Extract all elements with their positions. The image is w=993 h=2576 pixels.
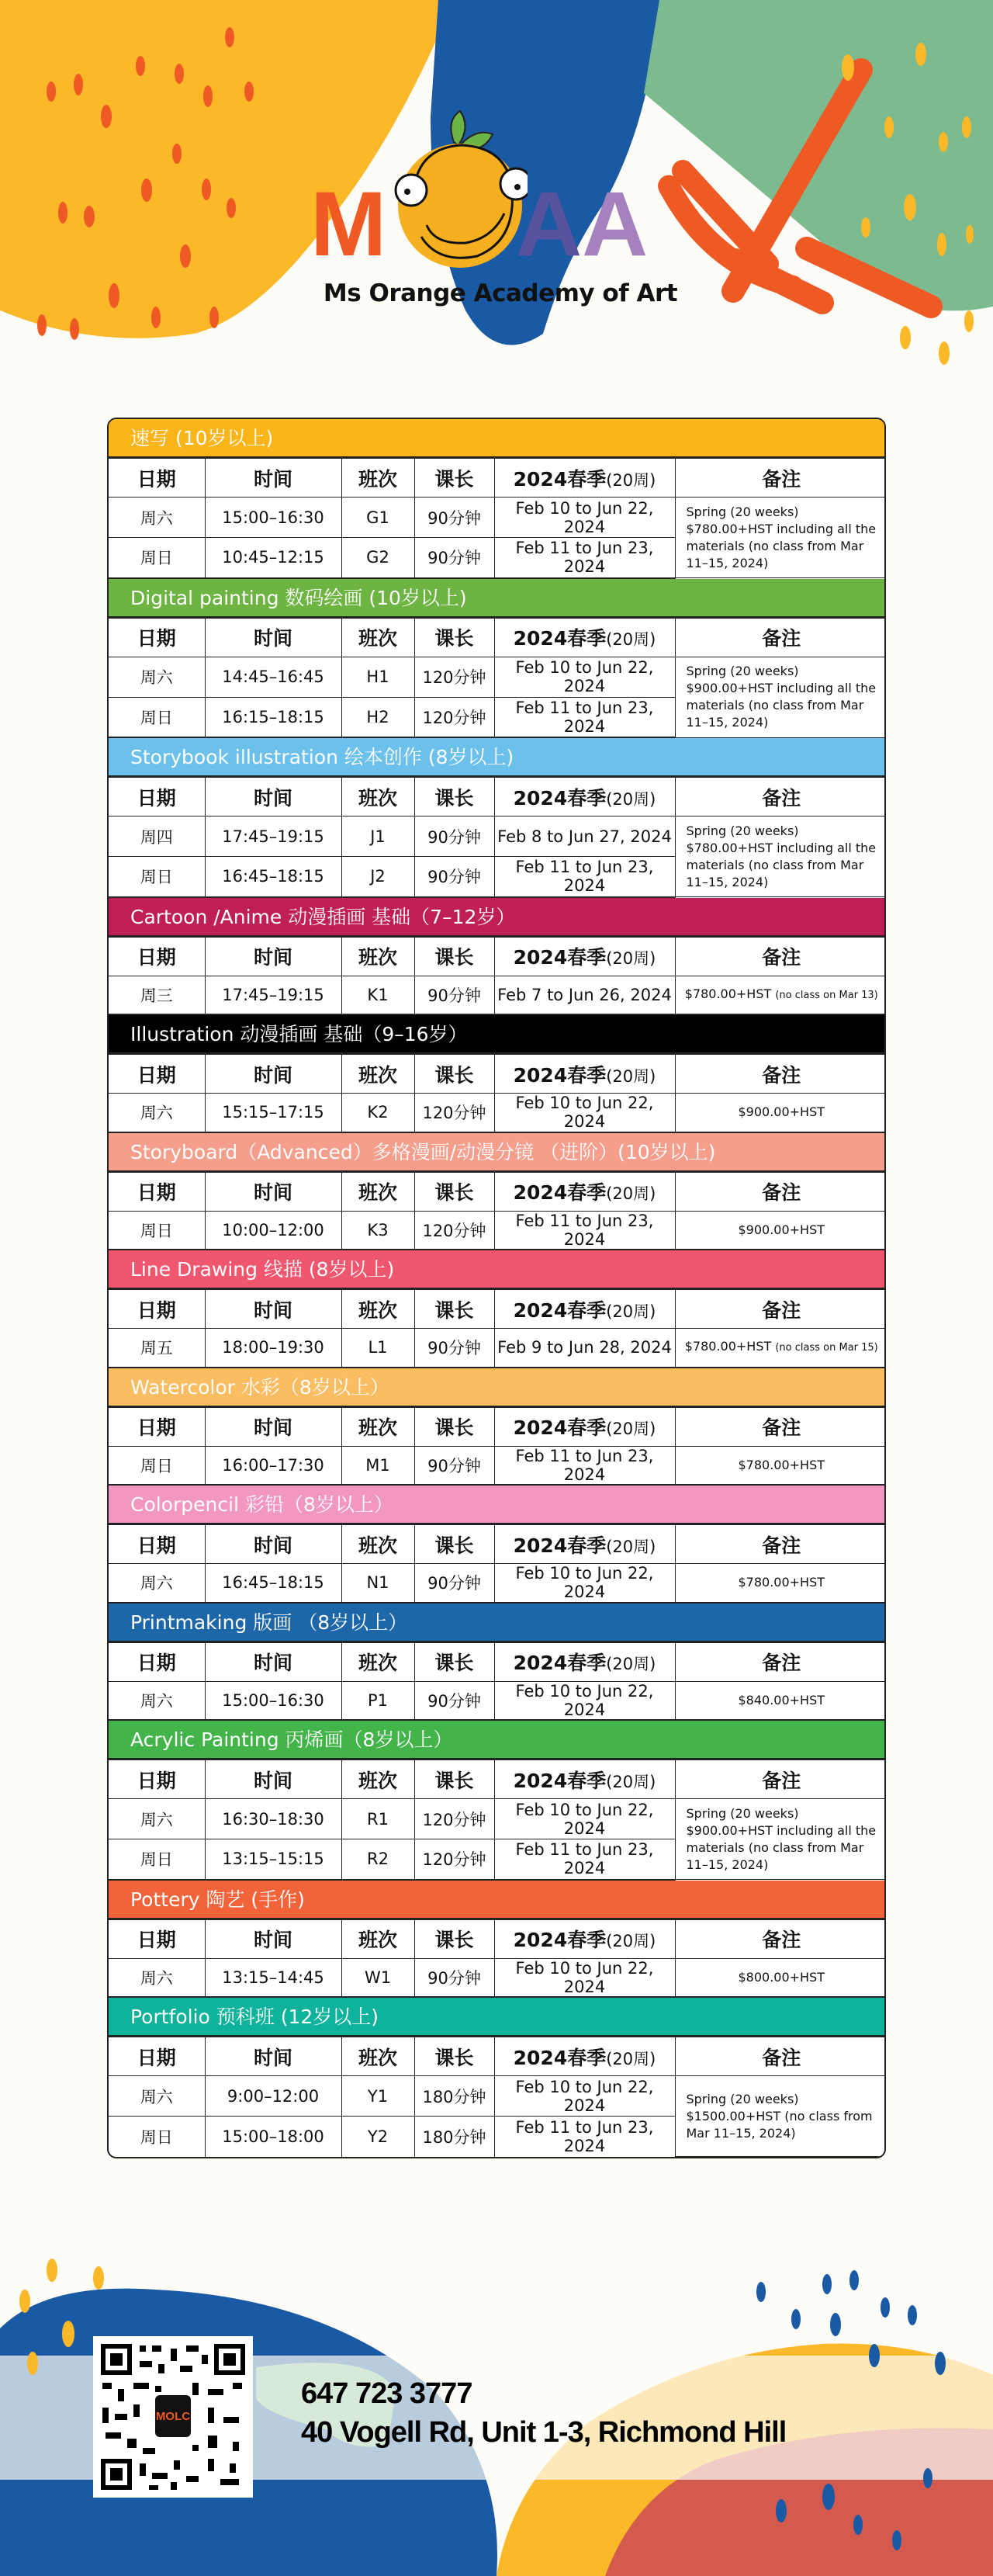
col-time-header: 时间 xyxy=(205,2037,341,2076)
col-notes-header: 备注 xyxy=(675,2037,886,2076)
header-row xyxy=(109,778,886,816)
season-label: 2024春季 xyxy=(513,946,607,969)
cell-notes xyxy=(675,1681,886,1720)
cell-dates: Feb 8 to Jun 27, 2024 xyxy=(494,816,675,857)
cell-dates: Feb 11 to Jun 23, 2024 xyxy=(494,1446,675,1485)
course-section xyxy=(109,1368,884,1486)
col-notes-header: 备注 xyxy=(675,1525,886,1564)
table-row xyxy=(109,816,886,857)
notes-text: Spring (20 weeks) $1500.00+HST (no class from Mar 11–15, 2024) xyxy=(686,2091,873,2141)
cell-time: 13:15–15:15 xyxy=(205,1839,341,1880)
course-title: Portfolio 预科班 (12岁以上) xyxy=(109,1998,884,2037)
course-section xyxy=(109,579,884,739)
cell-time: 16:30–18:30 xyxy=(205,1799,341,1839)
notes-text: Spring (20 weeks) $900.00+HST including all the materials (no class from Mar 11–15, 2024) xyxy=(686,664,877,730)
col-class-header: 班次 xyxy=(341,1290,414,1329)
season-weeks: (20周) xyxy=(606,630,656,649)
header-row xyxy=(109,1760,886,1799)
wechat-qr-code xyxy=(93,2336,253,2498)
cell-duration: 120分钟 xyxy=(414,657,494,697)
table-row xyxy=(109,1799,886,1839)
cell-day: 周六 xyxy=(109,657,205,697)
notes-text: Spring (20 weeks) $780.00+HST including all the materials (no class from Mar 11–15, 2024) xyxy=(686,823,877,889)
col-season-header xyxy=(494,1055,675,1094)
col-day-header: 日期 xyxy=(109,1525,205,1564)
col-season-header xyxy=(494,2037,675,2076)
orange-mascot-icon xyxy=(392,105,528,276)
cell-time: 18:00–19:30 xyxy=(205,1329,341,1368)
cell-time: 15:00–16:30 xyxy=(205,498,341,538)
cell-notes xyxy=(675,1564,886,1603)
notes-text: $780.00+HST xyxy=(738,1575,825,1590)
season-label: 2024春季 xyxy=(513,1298,607,1322)
cell-time: 14:45–16:45 xyxy=(205,657,341,697)
cell-time: 13:15–14:45 xyxy=(205,1958,341,1997)
col-duration-header: 课长 xyxy=(414,1290,494,1329)
course-title: Storyboard（Advanced）多格漫画/动漫分镜 （进阶）(10岁以上) xyxy=(109,1133,884,1172)
cell-time: 9:00–12:00 xyxy=(205,2076,341,2117)
col-duration-header: 课长 xyxy=(414,1919,494,1958)
col-season-header xyxy=(494,1919,675,1958)
cell-class: J2 xyxy=(341,857,414,897)
cell-dates: Feb 7 to Jun 26, 2024 xyxy=(494,976,675,1014)
col-class-header: 班次 xyxy=(341,937,414,976)
course-section xyxy=(109,1015,884,1133)
col-time-header: 时间 xyxy=(205,778,341,816)
season-label: 2024春季 xyxy=(513,1652,607,1674)
cell-notes xyxy=(675,498,886,578)
col-time-header: 时间 xyxy=(205,459,341,498)
cell-dates: Feb 10 to Jun 22, 2024 xyxy=(494,2076,675,2117)
cell-class: Y2 xyxy=(341,2117,414,2157)
cell-notes xyxy=(675,1329,886,1368)
col-season-header xyxy=(494,1172,675,1211)
cell-class: Y1 xyxy=(341,2076,414,2117)
header-row xyxy=(109,1525,886,1564)
course-title: Watercolor 水彩（8岁以上） xyxy=(109,1368,884,1407)
cell-day: 周三 xyxy=(109,976,205,1014)
season-label: 2024春季 xyxy=(513,786,607,810)
col-day-header: 日期 xyxy=(109,1172,205,1211)
cell-dates: Feb 11 to Jun 23, 2024 xyxy=(494,697,675,737)
cell-notes xyxy=(675,816,886,897)
course-section xyxy=(109,898,884,1016)
col-duration-header: 课长 xyxy=(414,2037,494,2076)
season-label: 2024春季 xyxy=(513,1769,607,1792)
header-row xyxy=(109,1055,886,1094)
cell-notes xyxy=(675,1446,886,1485)
course-section xyxy=(109,419,884,579)
cell-day: 周日 xyxy=(109,857,205,897)
notes-text: Spring (20 weeks) $900.00+HST including all the materials (no class from Mar 11–15, 2024) xyxy=(686,1805,877,1872)
col-notes-header: 备注 xyxy=(675,1407,886,1446)
col-duration-header: 课长 xyxy=(414,1407,494,1446)
col-duration-header: 课长 xyxy=(414,937,494,976)
cell-dates: Feb 11 to Jun 23, 2024 xyxy=(494,857,675,897)
season-label: 2024春季 xyxy=(513,2046,607,2069)
col-day-header: 日期 xyxy=(109,1919,205,1958)
table-row xyxy=(109,1094,886,1132)
col-season-header xyxy=(494,937,675,976)
season-weeks: (20周) xyxy=(606,789,656,809)
cell-day: 周六 xyxy=(109,1094,205,1132)
col-time-header: 时间 xyxy=(205,618,341,657)
col-duration-header: 课长 xyxy=(414,778,494,816)
season-weeks: (20周) xyxy=(606,1420,656,1438)
cell-class: L1 xyxy=(341,1329,414,1368)
cell-class: K2 xyxy=(341,1094,414,1132)
col-duration-header: 课长 xyxy=(414,618,494,657)
col-day-header: 日期 xyxy=(109,1760,205,1799)
cell-duration: 90分钟 xyxy=(414,538,494,578)
cell-time: 16:15–18:15 xyxy=(205,697,341,737)
cell-duration: 90分钟 xyxy=(414,1958,494,1997)
logo-letter-m: M xyxy=(310,173,384,276)
cell-class: R1 xyxy=(341,1799,414,1839)
course-section xyxy=(109,1133,884,1251)
cell-duration: 180分钟 xyxy=(414,2076,494,2117)
col-day-header: 日期 xyxy=(109,2037,205,2076)
col-season-header xyxy=(494,1290,675,1329)
season-weeks: (20周) xyxy=(606,1184,656,1203)
cell-class: R2 xyxy=(341,1839,414,1880)
cell-time: 16:45–18:15 xyxy=(205,857,341,897)
table-row xyxy=(109,976,886,1014)
cell-duration: 90分钟 xyxy=(414,976,494,1014)
course-title: Line Drawing 线描 (8岁以上) xyxy=(109,1250,884,1289)
season-weeks: (20周) xyxy=(606,1302,656,1321)
col-day-header: 日期 xyxy=(109,459,205,498)
cell-class: W1 xyxy=(341,1958,414,1997)
col-duration-header: 课长 xyxy=(414,1760,494,1799)
cell-time: 15:00–16:30 xyxy=(205,1681,341,1720)
cell-day: 周日 xyxy=(109,1446,205,1485)
col-class-header: 班次 xyxy=(341,1055,414,1094)
course-title: 速写 (10岁以上) xyxy=(109,419,884,458)
cell-time: 17:45–19:15 xyxy=(205,976,341,1014)
cell-day: 周日 xyxy=(109,538,205,578)
col-day-header: 日期 xyxy=(109,778,205,816)
cell-duration: 90分钟 xyxy=(414,1564,494,1603)
academy-logo xyxy=(310,105,690,314)
orange-strokes-decoration xyxy=(667,155,962,326)
notes-text: $800.00+HST xyxy=(738,1969,825,1985)
cell-dates: Feb 9 to Jun 28, 2024 xyxy=(494,1329,675,1368)
cell-time: 10:00–12:00 xyxy=(205,1211,341,1250)
col-time-header: 时间 xyxy=(205,1760,341,1799)
col-time-header: 时间 xyxy=(205,1525,341,1564)
cell-dates: Feb 10 to Jun 22, 2024 xyxy=(494,1958,675,1997)
header-row xyxy=(109,1172,886,1211)
cell-time: 15:15–17:15 xyxy=(205,1094,341,1132)
table-row xyxy=(109,1329,886,1368)
cell-dates: Feb 11 to Jun 23, 2024 xyxy=(494,538,675,578)
logo-letter-a-light: A xyxy=(582,173,645,276)
course-section xyxy=(109,1998,884,2157)
cell-duration: 120分钟 xyxy=(414,1839,494,1880)
cell-dates: Feb 10 to Jun 22, 2024 xyxy=(494,1564,675,1603)
cell-class: G2 xyxy=(341,538,414,578)
col-class-header: 班次 xyxy=(341,1642,414,1681)
course-section xyxy=(109,1721,884,1881)
cell-duration: 90分钟 xyxy=(414,498,494,538)
table-row xyxy=(109,1681,886,1720)
address: 40 Vogell Rd, Unit 1-3, Richmond Hill xyxy=(301,2416,787,2449)
col-notes-header: 备注 xyxy=(675,1760,886,1799)
cell-notes xyxy=(675,1094,886,1132)
col-notes-header: 备注 xyxy=(675,459,886,498)
class-schedule-table xyxy=(107,418,886,2158)
cell-dates: Feb 10 to Jun 22, 2024 xyxy=(494,657,675,697)
cell-notes xyxy=(675,1211,886,1250)
cell-dates: Feb 10 to Jun 22, 2024 xyxy=(494,1681,675,1720)
cell-day: 周六 xyxy=(109,2076,205,2117)
col-class-header: 班次 xyxy=(341,1760,414,1799)
course-section xyxy=(109,1486,884,1603)
cell-dates: Feb 11 to Jun 23, 2024 xyxy=(494,2117,675,2157)
col-notes-header: 备注 xyxy=(675,1172,886,1211)
col-class-header: 班次 xyxy=(341,1919,414,1958)
col-class-header: 班次 xyxy=(341,618,414,657)
col-day-header: 日期 xyxy=(109,1642,205,1681)
season-weeks: (20周) xyxy=(606,470,656,490)
cell-day: 周六 xyxy=(109,1958,205,1997)
cell-time: 10:45–12:15 xyxy=(205,538,341,578)
notes-text: $780.00+HST xyxy=(684,1339,772,1354)
col-time-header: 时间 xyxy=(205,1407,341,1446)
notes-text: $900.00+HST xyxy=(738,1104,825,1120)
col-notes-header: 备注 xyxy=(675,618,886,657)
notes-exception: (no class on Mar 13) xyxy=(775,989,878,1001)
course-section xyxy=(109,1881,884,1999)
table-row xyxy=(109,1446,886,1485)
notes-exception: (no class on Mar 15) xyxy=(775,1342,878,1354)
notes-text: Spring (20 weeks) $780.00+HST including all the materials (no class from Mar 11–15, 2024) xyxy=(686,504,877,570)
cell-duration: 120分钟 xyxy=(414,1094,494,1132)
table-row xyxy=(109,1958,886,1997)
header-row xyxy=(109,1407,886,1446)
cell-day: 周日 xyxy=(109,697,205,737)
col-season-header xyxy=(494,1525,675,1564)
col-class-header: 班次 xyxy=(341,1172,414,1211)
cell-notes xyxy=(675,2076,886,2157)
course-title: Colorpencil 彩铅（8岁以上） xyxy=(109,1486,884,1524)
cell-class: K1 xyxy=(341,976,414,1014)
header-row xyxy=(109,459,886,498)
course-title: Printmaking 版画 （8岁以上） xyxy=(109,1603,884,1642)
cell-day: 周六 xyxy=(109,498,205,538)
cell-day: 周六 xyxy=(109,1564,205,1603)
cell-duration: 90分钟 xyxy=(414,816,494,857)
col-class-header: 班次 xyxy=(341,1407,414,1446)
season-label: 2024春季 xyxy=(513,627,607,650)
season-label: 2024春季 xyxy=(513,1063,607,1087)
cell-duration: 90分钟 xyxy=(414,1446,494,1485)
course-title: Acrylic Painting 丙烯画（8岁以上） xyxy=(109,1721,884,1760)
cell-day: 周日 xyxy=(109,2117,205,2157)
col-season-header xyxy=(494,1642,675,1681)
col-time-header: 时间 xyxy=(205,1919,341,1958)
course-section xyxy=(109,1603,884,1721)
cell-class: P1 xyxy=(341,1681,414,1720)
cell-day: 周日 xyxy=(109,1211,205,1250)
qr-code-icon xyxy=(99,2342,247,2491)
col-time-header: 时间 xyxy=(205,1642,341,1681)
col-season-header xyxy=(494,778,675,816)
cell-notes xyxy=(675,1958,886,1997)
col-day-header: 日期 xyxy=(109,1055,205,1094)
season-weeks: (20周) xyxy=(606,2049,656,2068)
cell-duration: 90分钟 xyxy=(414,1681,494,1720)
notes-text: $780.00+HST xyxy=(684,986,772,1001)
season-weeks: (20周) xyxy=(606,1772,656,1791)
qr-center-logo: MOLC xyxy=(155,2410,191,2423)
season-weeks: (20周) xyxy=(606,1537,656,1556)
cell-dates: Feb 10 to Jun 22, 2024 xyxy=(494,1094,675,1132)
col-class-header: 班次 xyxy=(341,1525,414,1564)
col-season-header xyxy=(494,1760,675,1799)
course-title: Storybook illustration 绘本创作 (8岁以上) xyxy=(109,738,884,777)
col-day-header: 日期 xyxy=(109,1290,205,1329)
table-row xyxy=(109,1211,886,1250)
course-section xyxy=(109,738,884,898)
col-class-header: 班次 xyxy=(341,2037,414,2076)
col-season-header xyxy=(494,1407,675,1446)
cell-day: 周六 xyxy=(109,1681,205,1720)
cell-class: N1 xyxy=(341,1564,414,1603)
header-row xyxy=(109,618,886,657)
col-time-header: 时间 xyxy=(205,937,341,976)
cell-day: 周五 xyxy=(109,1329,205,1368)
course-title: Digital painting 数码绘画 (10岁以上) xyxy=(109,579,884,618)
col-time-header: 时间 xyxy=(205,1290,341,1329)
col-season-header xyxy=(494,618,675,657)
header-row xyxy=(109,1919,886,1958)
cell-notes xyxy=(675,657,886,737)
cell-dates: Feb 11 to Jun 23, 2024 xyxy=(494,1211,675,1250)
cell-time: 15:00–18:00 xyxy=(205,2117,341,2157)
notes-text: $780.00+HST xyxy=(738,1457,825,1472)
season-weeks: (20周) xyxy=(606,949,656,968)
col-class-header: 班次 xyxy=(341,459,414,498)
header-row xyxy=(109,2037,886,2076)
season-weeks: (20周) xyxy=(606,1932,656,1950)
cell-time: 16:45–18:15 xyxy=(205,1564,341,1603)
cell-class: G1 xyxy=(341,498,414,538)
notes-text: $900.00+HST xyxy=(738,1222,825,1237)
cell-time: 17:45–19:15 xyxy=(205,816,341,857)
col-duration-header: 课长 xyxy=(414,1642,494,1681)
col-day-header: 日期 xyxy=(109,937,205,976)
col-duration-header: 课长 xyxy=(414,1172,494,1211)
table-row xyxy=(109,657,886,697)
col-season-header xyxy=(494,459,675,498)
academy-name: Ms Orange Academy of Art xyxy=(323,279,678,307)
col-time-header: 时间 xyxy=(205,1055,341,1094)
header-row xyxy=(109,1642,886,1681)
cell-dates: Feb 10 to Jun 22, 2024 xyxy=(494,1799,675,1839)
season-label: 2024春季 xyxy=(513,1416,607,1439)
cell-duration: 120分钟 xyxy=(414,697,494,737)
col-duration-header: 课长 xyxy=(414,459,494,498)
course-section xyxy=(109,1250,884,1368)
col-day-header: 日期 xyxy=(109,618,205,657)
col-day-header: 日期 xyxy=(109,1407,205,1446)
logo-letter-a-dark: A xyxy=(516,173,580,276)
cell-notes xyxy=(675,976,886,1014)
season-label: 2024春季 xyxy=(513,1929,607,1951)
season-weeks: (20周) xyxy=(606,1066,656,1086)
notes-text: $840.00+HST xyxy=(738,1692,825,1708)
col-notes-header: 备注 xyxy=(675,1919,886,1958)
header-row xyxy=(109,1290,886,1329)
cell-day: 周六 xyxy=(109,1799,205,1839)
col-class-header: 班次 xyxy=(341,778,414,816)
cell-class: M1 xyxy=(341,1446,414,1485)
cell-duration: 120分钟 xyxy=(414,1799,494,1839)
cell-dates: Feb 11 to Jun 23, 2024 xyxy=(494,1839,675,1880)
course-title: Pottery 陶艺 (手作) xyxy=(109,1881,884,1919)
cell-day: 周日 xyxy=(109,1839,205,1880)
cell-class: J1 xyxy=(341,816,414,857)
col-duration-header: 课长 xyxy=(414,1525,494,1564)
col-notes-header: 备注 xyxy=(675,937,886,976)
season-weeks: (20周) xyxy=(606,1655,656,1673)
phone-number: 647 723 3777 xyxy=(301,2377,472,2410)
col-duration-header: 课长 xyxy=(414,1055,494,1094)
cell-duration: 90分钟 xyxy=(414,857,494,897)
cell-day: 周四 xyxy=(109,816,205,857)
col-notes-header: 备注 xyxy=(675,1055,886,1094)
cell-notes xyxy=(675,1799,886,1880)
course-title: Cartoon /Anime 动漫插画 基础（7–12岁） xyxy=(109,898,884,937)
col-notes-header: 备注 xyxy=(675,1642,886,1681)
cell-class: H2 xyxy=(341,697,414,737)
season-label: 2024春季 xyxy=(513,1181,607,1204)
cell-duration: 180分钟 xyxy=(414,2117,494,2157)
season-label: 2024春季 xyxy=(513,1534,607,1557)
cell-dates: Feb 10 to Jun 22, 2024 xyxy=(494,498,675,538)
cell-class: K3 xyxy=(341,1211,414,1250)
course-title: Illustration 动漫插画 基础（9–16岁） xyxy=(109,1015,884,1054)
season-label: 2024春季 xyxy=(513,467,607,491)
table-row xyxy=(109,1564,886,1603)
cell-class: H1 xyxy=(341,657,414,697)
cell-duration: 90分钟 xyxy=(414,1329,494,1368)
header-row xyxy=(109,937,886,976)
table-row xyxy=(109,2076,886,2117)
cell-time: 16:00–17:30 xyxy=(205,1446,341,1485)
table-row xyxy=(109,498,886,538)
col-notes-header: 备注 xyxy=(675,778,886,816)
col-notes-header: 备注 xyxy=(675,1290,886,1329)
col-time-header: 时间 xyxy=(205,1172,341,1211)
cell-duration: 120分钟 xyxy=(414,1211,494,1250)
